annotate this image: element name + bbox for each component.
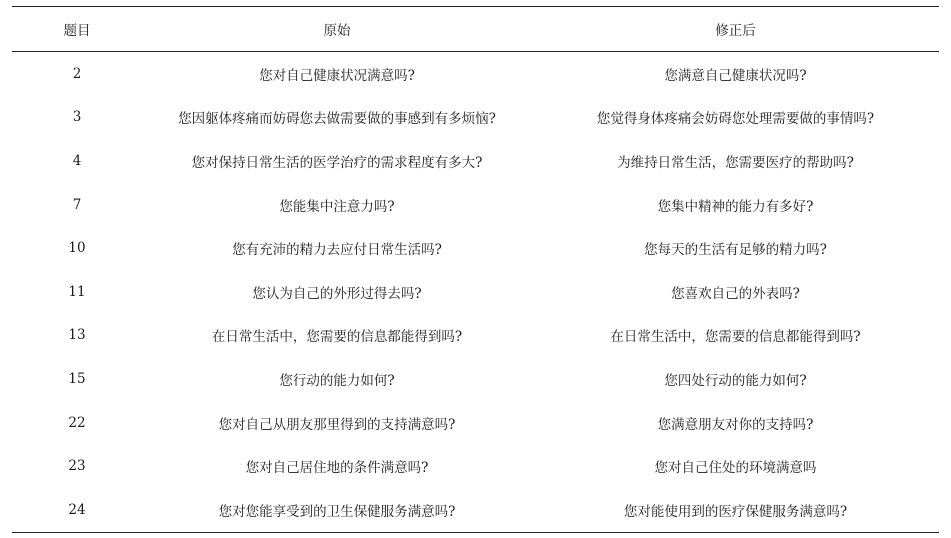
header-original: 原始: [142, 7, 532, 52]
table-body: [12, 52, 939, 533]
original-text-cell: 您对自己健康状况满意吗?: [259, 67, 415, 84]
header-revised: 修正后: [532, 7, 939, 52]
table-row: [12, 444, 939, 488]
original-text-cell: 您能集中注意力吗?: [279, 198, 395, 215]
table-row: [12, 488, 939, 532]
original-text-cell: 您有充沛的精力去应付日常生活吗?: [232, 242, 442, 259]
revised-text-cell: 您觉得身体疼痛会妨碍您处理需要做的事情吗?: [596, 111, 875, 128]
header-row: [12, 7, 939, 52]
item-number-cell: 23: [68, 458, 86, 475]
revised-text-cell: 您对能使用到的医疗保健服务满意吗?: [532, 488, 939, 532]
header-item-number: 题目: [12, 7, 142, 52]
item-number-cell: 24: [12, 488, 142, 532]
item-number-cell: 3: [72, 109, 82, 126]
item-number-cell: 4: [72, 152, 82, 169]
original-text-cell: 您对自己居住地的条件满意吗?: [245, 460, 429, 477]
item-number-cell: 13: [68, 327, 86, 344]
table-row: [12, 226, 939, 270]
original-text-cell: 您行动的能力如何?: [279, 372, 395, 389]
item-number-cell: 22: [68, 414, 86, 431]
table-row: [12, 357, 939, 401]
table-header: [12, 7, 939, 52]
revised-text-cell: 您喜欢自己的外表吗?: [671, 285, 800, 302]
revised-text-cell: 您对自己住处的环境满意吗: [654, 460, 817, 477]
revised-text-cell: 您满意自己健康状况吗?: [664, 67, 807, 84]
item-number-cell: 11: [68, 283, 86, 300]
original-text-cell: 您对自己从朋友那里得到的支持满意吗?: [218, 416, 456, 433]
item-number-cell: 2: [72, 65, 82, 82]
revised-text-cell: 在日常生活中，您需要的信息都能得到吗?: [610, 329, 861, 346]
table-row: [12, 270, 939, 314]
table-row: [12, 96, 939, 140]
table-row: [12, 183, 939, 227]
table-row: [12, 401, 939, 445]
revision-table: [12, 6, 939, 533]
item-number-cell: 10: [68, 240, 86, 257]
table-row: [12, 52, 939, 96]
original-text-cell: 您认为自己的外形过得去吗?: [252, 285, 422, 302]
revised-text-cell: 您每天的生活有足够的精力吗?: [644, 242, 827, 259]
table-row: [12, 139, 939, 183]
original-text-cell: 您对保持日常生活的医学治疗的需求程度有多大?: [191, 154, 483, 171]
original-text-cell: 在日常生活中，您需要的信息都能得到吗?: [211, 329, 463, 346]
revised-text-cell: 您集中精神的能力有多好?: [657, 198, 814, 215]
original-text-cell: 您因躯体疼痛而妨碍您去做需要做的事感到有多烦恼?: [178, 111, 496, 128]
item-number-cell: 7: [72, 196, 82, 213]
revised-text-cell: 您满意朋友对你的支持吗?: [657, 416, 814, 433]
item-number-cell: 15: [68, 370, 86, 387]
revised-text-cell: 您四处行动的能力如何?: [664, 372, 807, 389]
original-text-cell: 您对您能享受到的卫生保健服务满意吗?: [142, 488, 532, 532]
revised-text-cell: 为维持日常生活，您需要医疗的帮助吗?: [617, 154, 854, 171]
table-row: [12, 314, 939, 358]
